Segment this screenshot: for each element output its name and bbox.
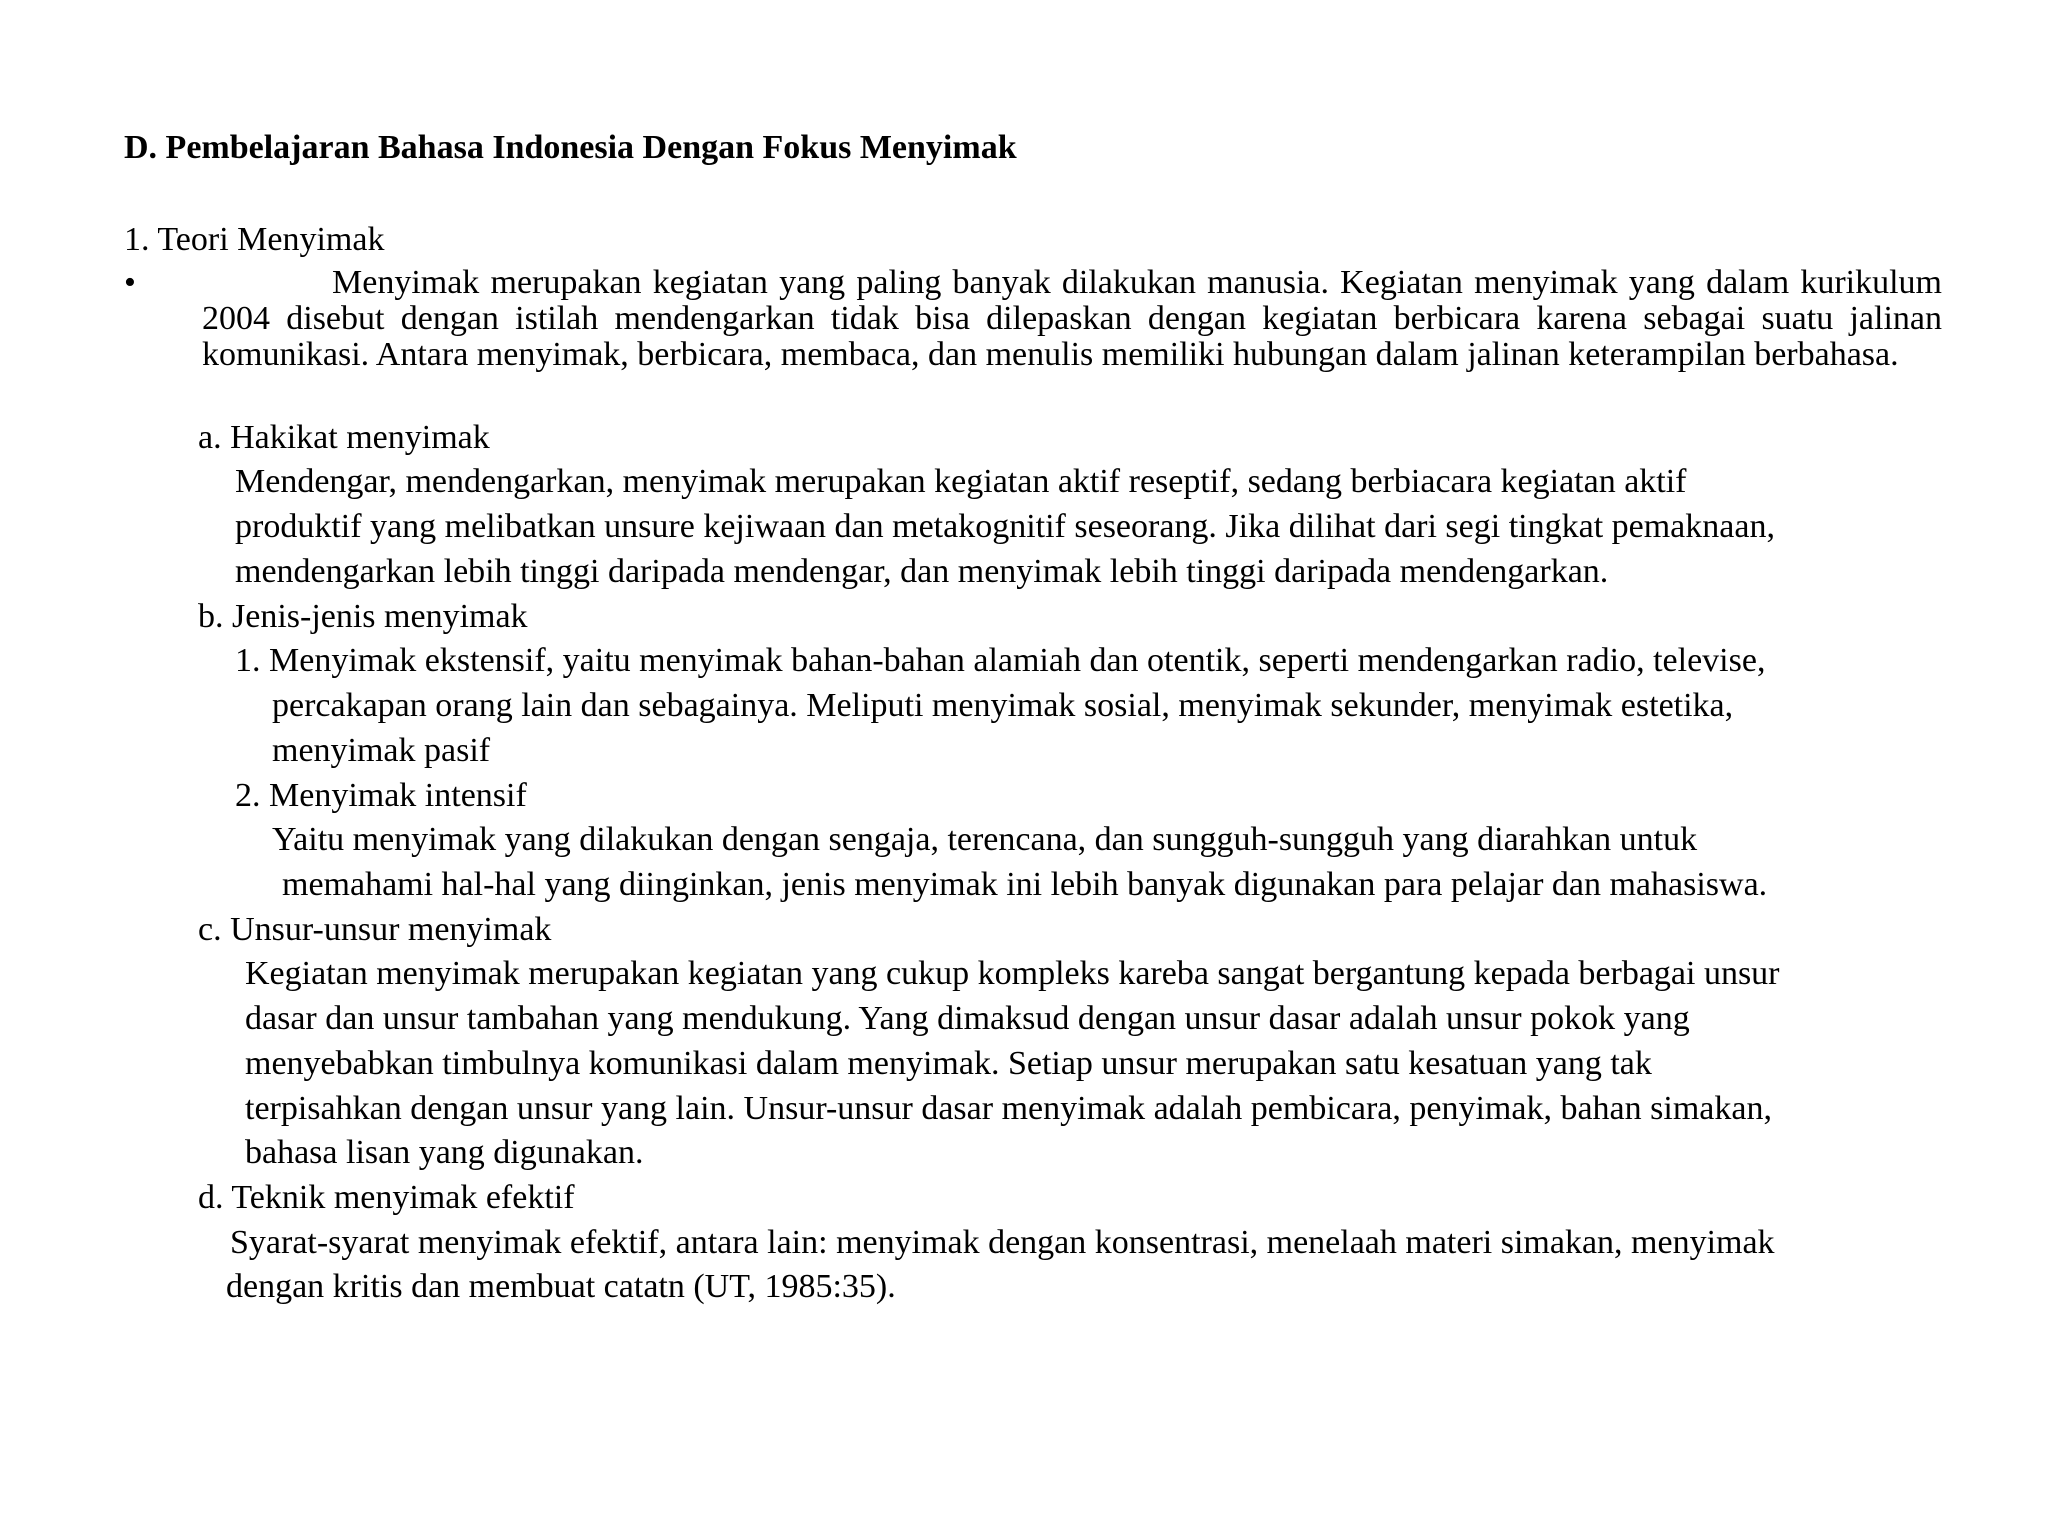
bullet-marker: • [124, 264, 136, 301]
subheading-unsur: c. Unsur-unsur menyimak [198, 911, 552, 948]
unsur-line: Kegiatan menyimak merupakan kegiatan yang cukup kompleks kareba sangat bergantung kepada berbagai unsur [245, 955, 1780, 992]
subheading-hakikat: a. Hakikat menyimak [198, 419, 490, 456]
teknik-line: dengan kritis dan membuat catatn (UT, 1985:35). [226, 1268, 896, 1305]
hakikat-line: produktif yang melibatkan unsure kejiwaan dan metakognitif seseorang. Jika dilihat dari segi tingkat pemaknaan, [235, 508, 1775, 545]
subheading-teknik: d. Teknik menyimak efektif [198, 1179, 575, 1216]
intro-paragraph: Menyimak merupakan kegiatan yang paling banyak dilakukan manusia. Kegiatan menyimak yang dalam kurikulum 2004 disebut dengan istilah mendengarkan tidak bisa dilepaskan dengan kegiatan berbicara karena sebagai suatu jalinan komunikasi. Antara menyimak, berbicara, membaca, dan menulis memiliki hubungan dalam jalinan keterampilan berbahasa. [202, 264, 1942, 373]
section-heading-teori-menyimak: 1. Teori Menyimak [124, 221, 385, 258]
teknik-line: Syarat-syarat menyimak efektif, antara lain: menyimak dengan konsentrasi, menelaah materi simakan, menyimak [230, 1224, 1775, 1261]
jenis-item1-line: percakapan orang lain dan sebagainya. Meliputi menyimak sosial, menyimak sekunder, menyimak estetika, [272, 687, 1734, 724]
unsur-line: bahasa lisan yang digunakan. [245, 1134, 644, 1171]
jenis-item2-line: memahami hal-hal yang diinginkan, jenis menyimak ini lebih banyak digunakan para pelajar dan mahasiswa. [282, 866, 1768, 903]
hakikat-line: Mendengar, mendengarkan, menyimak merupakan kegiatan aktif reseptif, sedang berbiacara kegiatan aktif [235, 463, 1687, 500]
hakikat-line: mendengarkan lebih tinggi daripada mendengar, dan menyimak lebih tinggi daripada mendengarkan. [235, 553, 1609, 590]
unsur-line: terpisahkan dengan unsur yang lain. Unsur-unsur dasar menyimak adalah pembicara, penyimak, bahan simakan, [245, 1090, 1772, 1127]
jenis-item1-line: menyimak pasif [272, 732, 491, 769]
jenis-item2-line: Yaitu menyimak yang dilakukan dengan sengaja, terencana, dan sungguh-sungguh yang diarahkan untuk [272, 821, 1698, 858]
unsur-line: menyebabkan timbulnya komunikasi dalam menyimak. Setiap unsur merupakan satu kesatuan yang tak [245, 1045, 1652, 1082]
unsur-line: dasar dan unsur tambahan yang mendukung. Yang dimaksud dengan unsur dasar adalah unsur pokok yang [245, 1000, 1690, 1037]
jenis-item1-line: 1. Menyimak ekstensif, yaitu menyimak bahan-bahan alamiah dan otentik, seperti mendengarkan radio, televise, [235, 642, 1766, 679]
subheading-jenis: b. Jenis-jenis menyimak [198, 598, 528, 635]
jenis-item2-heading: 2. Menyimak intensif [235, 777, 527, 814]
slide-title: D. Pembelajaran Bahasa Indonesia Dengan Fokus Menyimak [124, 129, 1017, 166]
